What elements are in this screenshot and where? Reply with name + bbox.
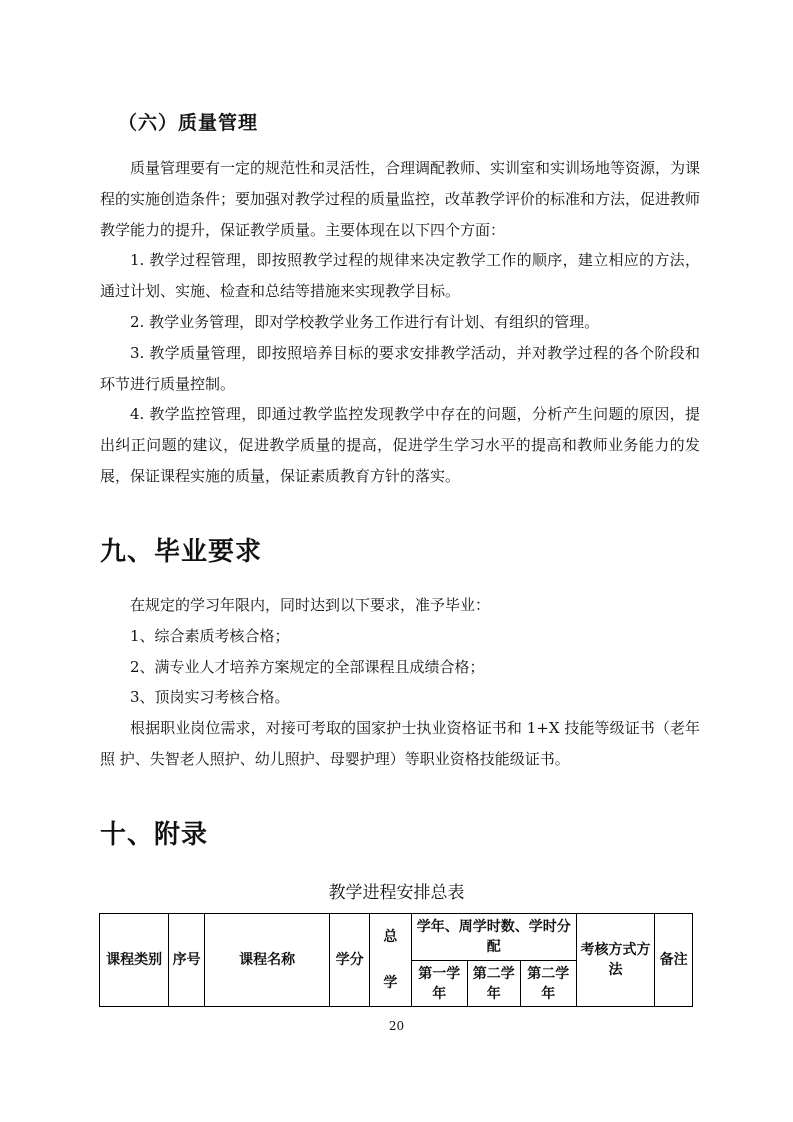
- appendix-heading: 十、附录: [100, 820, 209, 850]
- header-year-3: 第二学年: [520, 961, 576, 1007]
- quality-item-3: 3. 教学质量管理，即按照培养目标的要求安排教学活动，并对教学过程的各个阶段和环节进行质量控制。: [100, 343, 700, 393]
- quality-item-4: 4. 教学监控管理，即通过教学监控发现教学中存在的问题，分析产生问题的原因，提出纠正问题的建议，促进教学质量的提高，促进学生学习水平的提高和教师业务能力的发展，保证课程实施的质量，保证素质教育方针的落实。: [100, 405, 700, 485]
- header-course-type: 课程类别: [100, 914, 169, 1007]
- quality-item-1: 1. 教学过程管理，即按照教学过程的规律来决定教学工作的顺序，建立相应的方法，通过计划、实施、检查和总结等措施来实现教学目标。: [100, 251, 700, 301]
- quality-management-body: [100, 153, 700, 492]
- graduation-requirements-heading: 九、毕业要求: [100, 537, 263, 567]
- graduation-item-1: 1、综合素质考核合格；: [130, 626, 290, 645]
- teaching-schedule-table: [99, 913, 693, 1007]
- header-year-2: 第二学年: [467, 961, 520, 1007]
- header-year-1: 第一学年: [411, 961, 467, 1007]
- graduation-item-3: 3、顶岗实习考核合格。: [130, 688, 290, 707]
- page-number: 20: [388, 1019, 405, 1033]
- header-total-bottom: 学: [369, 961, 411, 1007]
- header-assessment: 考核方式方法: [576, 914, 654, 1007]
- header-credit: 学分: [330, 914, 370, 1007]
- graduation-intro: 在规定的学习年限内，同时达到以下要求，准予毕业：: [130, 596, 491, 614]
- graduation-requirements-body: [100, 590, 700, 775]
- header-hours-group: 学年、周学时数、学时分配: [411, 914, 576, 961]
- quality-management-heading: （六）质量管理: [118, 112, 259, 134]
- quality-intro-paragraph: 质量管理要有一定的规范性和灵活性，合理调配教师、实训室和实训场地等资源，为课程的实施创造条件；要加强对教学过程的质量监控，改革教学评价的标准和方法，促进教师教学能力的提升，保证教学质量。主要体现在以下四个方面：: [100, 159, 701, 239]
- header-course-name: 课程名称: [204, 914, 329, 1007]
- quality-item-2: 2. 教学业务管理，即对学校教学业务工作进行有计划、有组织的管理。: [130, 312, 600, 331]
- certificate-note: 根据职业岗位需求，对接可考取的国家护士执业资格证书和 1+X 技能等级证书（老年照 护、失智老人照护、幼儿照护、母婴护理）等职业资格技能级证书。: [100, 719, 700, 768]
- header-total-top: 总: [369, 914, 411, 961]
- graduation-item-2: 2、满专业人才培养方案规定的全部课程且成绩合格；: [130, 657, 485, 676]
- header-remarks: 备注: [655, 914, 693, 1007]
- table-caption: 教学进程安排总表: [328, 883, 465, 903]
- header-seq-no: 序号: [169, 914, 205, 1007]
